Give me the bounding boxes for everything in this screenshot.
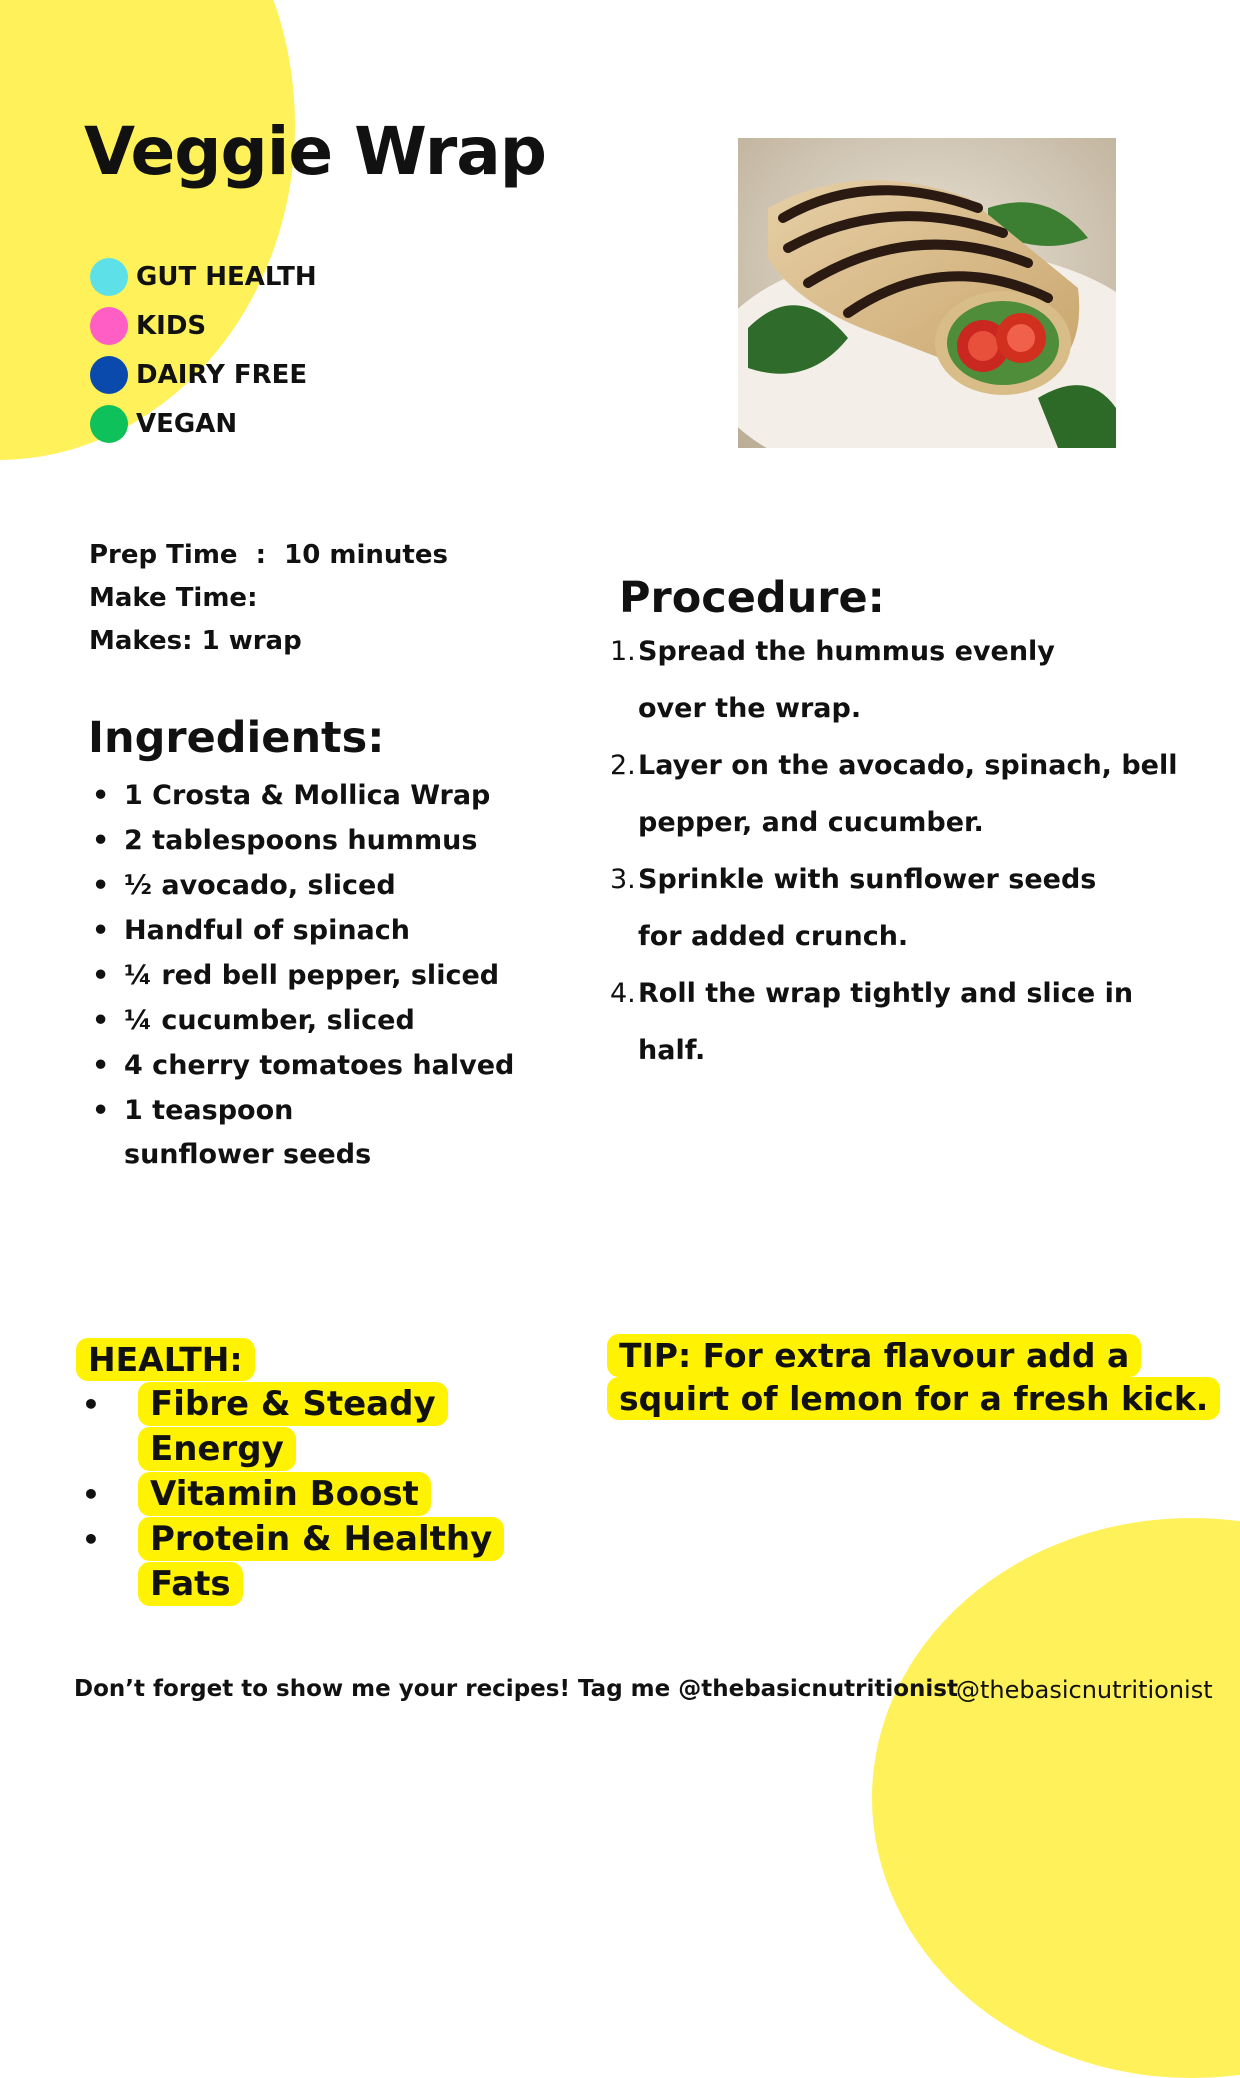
step-text: Layer on the avocado, spinach, bell pepper, and cucumber. [638,750,1178,838]
health-heading-text: HEALTH: [76,1338,255,1381]
ingredient-item: • 1 Crosta & Mollica Wrap [88,774,518,818]
ingredients-heading: Ingredients: [88,713,385,763]
tag-label: GUT HEALTH [136,261,317,292]
health-box [76,1338,546,1607]
procedure-heading: Procedure: [619,573,885,623]
procedure-step [612,851,1138,965]
step-text: Sprinkle with sunflower seeds for added crunch. [638,864,1097,952]
footer-cta: Don’t forget to show me your recipes! Tag me @thebasicnutritionist [74,1676,958,1702]
health-list [76,1382,546,1607]
tag-dairy-free [90,350,317,399]
footer-handle: @thebasicnutritionist [956,1676,1213,1704]
tag-dot [90,307,128,345]
tip-text: TIP: For extra flavour add a squirt of lemon for a fresh kick. [607,1334,1220,1420]
ingredient-item: • 1 teaspoon sunflower seeds [88,1089,424,1177]
tag-gut-health [90,252,317,301]
decorative-blob-bottom [872,1518,1240,2078]
health-item-text: Protein & Healthy Fats [138,1517,504,1606]
ingredient-item: • ½ avocado, sliced [88,864,518,908]
health-item-text: Vitamin Boost [138,1472,431,1516]
wrap-photo-illustration [738,138,1116,448]
health-item [108,1382,546,1472]
health-heading [76,1338,546,1382]
tip-box [607,1334,1227,1420]
tag-dot [90,258,128,296]
procedure-step [612,965,1202,1079]
tag-vegan [90,399,317,448]
tag-label: DAIRY FREE [136,359,308,390]
ingredients-list [88,774,518,1178]
ingredient-item: • ¼ red bell pepper, sliced [88,954,518,998]
step-text: Spread the hummus evenly over the wrap. [638,636,1055,724]
ingredient-item: • 4 cherry tomatoes halved [88,1044,518,1088]
procedure-step [612,737,1178,851]
step-text: Roll the wrap tightly and slice in half. [638,978,1134,1066]
tag-dot [90,356,128,394]
procedure-list [612,623,1202,1079]
tag-kids [90,301,317,350]
tag-dot [90,405,128,443]
health-item [108,1472,546,1517]
health-item [108,1517,546,1607]
step-number: 1. [610,636,636,667]
diet-tags [90,252,317,448]
wrap-photo [738,138,1116,448]
tag-label: KIDS [136,310,207,341]
make-time: Make Time: [89,583,258,613]
step-number: 4. [610,978,636,1009]
makes-count: Makes: 1 wrap [89,626,302,656]
recipe-meta [89,534,448,663]
step-number: 3. [610,864,636,895]
recipe-title: Veggie Wrap [84,113,547,190]
ingredient-item: • 2 tablespoons hummus [88,819,518,863]
prep-time: Prep Time : 10 minutes [89,540,448,570]
step-number: 2. [610,750,636,781]
health-item-text: Fibre & Steady Energy [138,1382,448,1471]
tag-label: VEGAN [136,408,238,439]
ingredient-item: • ¼ cucumber, sliced [88,999,518,1043]
ingredient-item: • Handful of spinach [88,909,518,953]
procedure-step [612,623,1108,737]
